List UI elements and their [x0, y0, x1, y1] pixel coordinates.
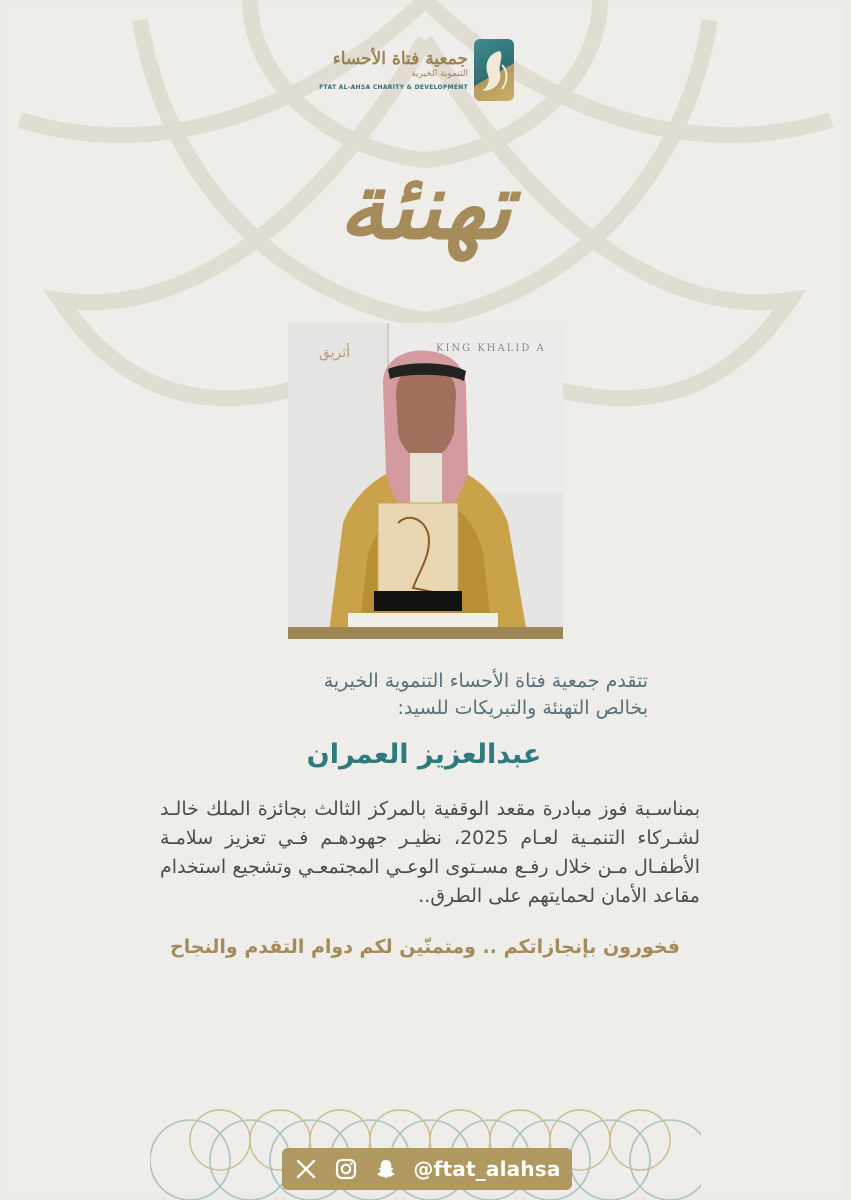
- photo-backdrop-english: KING KHALID A: [436, 343, 546, 354]
- congratulations-title: تهنئة: [338, 152, 512, 260]
- recipient-photo: [288, 323, 563, 639]
- photo-bottom-bar: [288, 627, 563, 639]
- social-media-bar: [282, 1148, 572, 1190]
- logo-arabic-subtitle: التنموية الخيرية: [411, 69, 468, 79]
- social-handle[interactable]: @ftat_alahsa: [413, 1157, 561, 1181]
- photo-backdrop-arabic: أثريق: [318, 345, 350, 361]
- logo-arabic-name: جمعية فتاة الأحساء: [332, 49, 468, 69]
- intro-text: [200, 668, 648, 722]
- congratulation-body: بمناسـبة فوز مبادرة مقعد الوقفية بالمركز الثالث بجائزة الملك خالـد لشـركاء التنمـية لعـام 2025، نظيـر جهودهـم فـي تعزيز سلامـة الأطفـال مـن خلال رفـع مسـتوى الوعـي المجتمعـي وتشجيع استخدام مقاعد الأمان لحمايتهم على الطرق..: [160, 798, 700, 907]
- closing-message: فخورون بإنجازاتكم .. ومتمنّين لكم دوام التقدم والنجاح: [170, 936, 680, 958]
- recipient-name: عبدالعزيز العمران: [306, 739, 542, 770]
- organization-logo: [319, 36, 514, 104]
- intro-line-1: تتقدم جمعية فتاة الأحساء التنموية الخيرية: [323, 670, 648, 692]
- x-icon[interactable]: [293, 1156, 319, 1182]
- logo-english-name: FTAT AL-AHSA CHARITY & DEVELOPMENT: [319, 84, 468, 91]
- snapchat-icon[interactable]: [373, 1156, 399, 1182]
- intro-line-2: بخالص التهنئة والتبريكات للسيد:: [397, 697, 648, 719]
- logo-emblem-icon: [474, 39, 514, 101]
- instagram-icon[interactable]: [333, 1156, 359, 1182]
